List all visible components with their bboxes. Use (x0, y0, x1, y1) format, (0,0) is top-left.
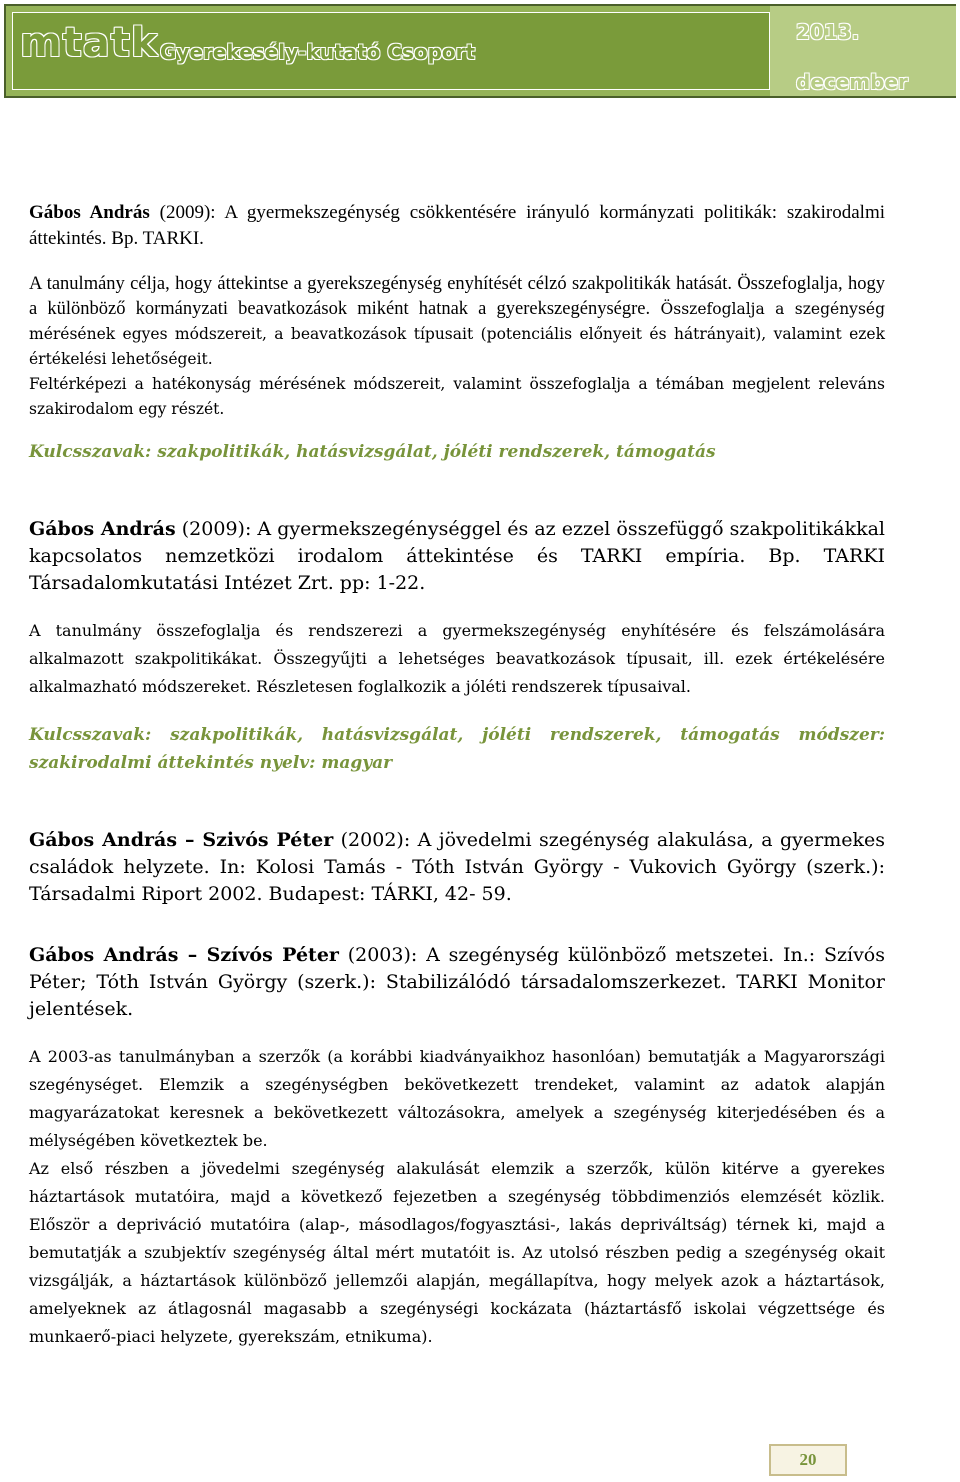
entry-citation: Gábos András – Szivós Péter (2002): A jövedelmi szegénység alakulása, a gyermekes családok helyzete. In: Kolosi Tamás - Tóth István György - Vukovich György (szerk.): Társadalmi Riport 2002. Budapest: TÁRKI, 42- 59. (29, 829, 885, 905)
header-subtitle: Gyerekesély-kutató Csoport (160, 40, 476, 64)
entry-author: Gábos András (29, 518, 176, 540)
entry-keywords: Kulcsszavak: szakpolitikák, hatásvizsgálat, jóléti rendszerek, támogatás (29, 442, 716, 462)
entry-citation: Gábos András (2009): A gyermekszegénységgel és az ezzel összefüggő szakpolitikákkal kapcsolatos nemzetközi irodalom áttekintése és TARKI empíria. Bp. TARKI Társadalomkutatási Intézet Zrt. pp: 1-22. (29, 518, 886, 594)
entry-abstract: Az első részben a jövedelmi szegénység alakulását elemzik a szerzők, külön kitérve a gyerekes háztartások mutatóira, majd a következő fejezetben a szegénység többdimenziós elemzését közlik. Először a depriváció mutatóira (alap-, másodlagos/fogyasztási-, lakás depriváltság) térnek ki, majd a bemutatják a szubjektív szegénység által mért mutatóit is. Az utolsó részben pedig a szegénység okait vizsgálják, a háztartások különböző jellemzői alapján, megállapítva, hogy melyek azok a háztartások, amelyeknek az átlagosnál magasabb a szegénységi kockázata (háztartásfő iskolai végzettsége és munkaerő-piaci helyzete, gyerekszám, etnikuma). (29, 1159, 885, 1346)
entry-author: Gábos András (29, 202, 150, 223)
logo: mtatk (20, 20, 159, 66)
entry-author: Gábos András – Szívós Péter (29, 944, 339, 966)
entry-citation: Gábos András – Szívós Péter (2003): A szegénység különböző metszetei. In.: Szívós Péter; Tóth István György (szerk.): Stabilizálódó társadalomszerkezet. TARKI Monitor jelentések. (29, 944, 885, 1020)
entry-abstract: Feltérképezi a hatékonyság mérésének módszereit, valamint összefoglalja a témában megjelent releváns szakirodalom egy részét. (29, 375, 885, 418)
entry-abstract: A 2003-as tanulmányban a szerzők (a korábbi kiadványaikhoz hasonlóan) bemutatják a Magyarországi szegénységet. Elemzik a szegénységben bekövetkezett trendeket, valamint az adatok alapján magyarázatokat keresnek a bekövetkezett változásokra, amelyek a szegénység kiterjedésében és a mélységében következtek be. (29, 1047, 885, 1150)
header-banner (4, 4, 956, 98)
header-year: 2013. (796, 20, 860, 44)
entry-keywords: Kulcsszavak: szakpolitikák, hatásvizsgálat, jóléti rendszerek, támogatás módszer: szakirodalmi áttekintés nyelv: magyar (29, 725, 885, 773)
entry-abstract: A tanulmány célja, hogy áttekintse a gyerekszegénység enyhítését célzó szakpolitikák hatását. Összefoglalja, hogy a különböző kormányzati beavatkozások miként hatnak a gyerekszegénységre. Összefoglalja a szegénység mérésének egyes módszereit, a beavatkozások típusait (potenciális előnyeit és hátrányait), valamint ezek értékelési lehetőségeit. (29, 274, 885, 368)
header-month: december (796, 70, 908, 94)
entry-author: Gábos András – Szivós Péter (29, 829, 334, 851)
document-body (29, 200, 885, 1351)
entry-abstract: A tanulmány összefoglalja és rendszerezi a gyermekszegénység enyhítésére és felszámolására alkalmazott szakpolitikákat. Összegyűjti a lehetséges beavatkozások típusait, ill. ezek értékelésére alkalmazható módszereket. Részletesen foglalkozik a jóléti rendszerek típusaival. (29, 621, 885, 696)
page-number: 20 (769, 1444, 847, 1476)
entry-citation: Gábos András (2009): A gyermekszegénység csökkentésére irányuló kormányzati politikák: szakirodalmi áttekintés. Bp. TARKI. (29, 202, 886, 249)
